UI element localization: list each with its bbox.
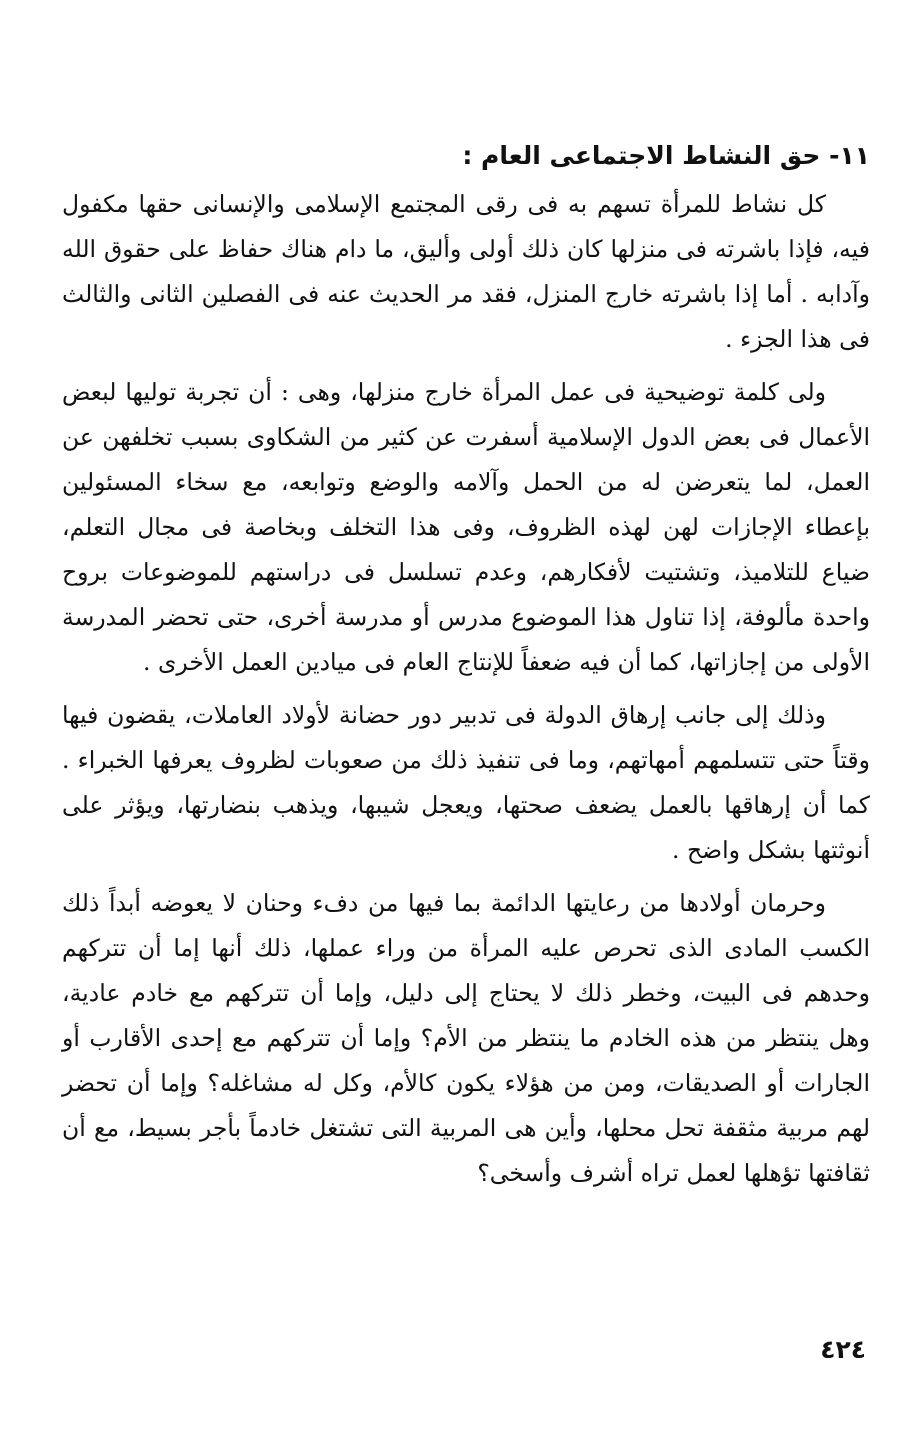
paragraph-state-burden: وذلك إلى جانب إرهاق الدولة فى تدبير دور حضانة لأولاد العاملات، يقضون فيها وقتاً حتى تتسلمهم أمهاتهم، وما فى تنفيذ ذلك من صعوبات لظروف يعرفها الخبراء . كما أن إرهاقها بالعمل يضعف صحتها، ويعجل شيبها، ويذهب بنضارتها، ويؤثر على أنوثتها بشكل واضح .	[62, 701, 870, 864]
page-content	[62, 136, 870, 1204]
paragraph-work-outside-home: ولى كلمة توضيحية فى عمل المرأة خارج منزلها، وهى : أن تجربة توليها لبعض الأعمال فى بعض الدول الإسلامية أسفرت عن كثير من الشكاوى بسبب تخلفهن عن العمل، لما يتعرضن له من الحمل وآلامه والوضع وتوابعه، مع سخاء المسئولين بإعطاء الإجازات لهن لهذه الظروف، وفى هذا التخلف وبخاصة فى مجال التعلم، ضياع للتلاميذ، وتشتيت لأفكارهم، وعدم تسلسل فى دراستهم للموضوعات بروح واحدة مألوفة، إذا تناول هذا الموضوع مدرس أو مدرسة أخرى، حتى تحضر المدرسة الأولى من إجازاتها، كما أن فيه ضعفاً للإنتاج العام فى ميادين العمل الأخرى .	[62, 378, 870, 676]
paragraph-children-deprivation: وحرمان أولادها من رعايتها الدائمة بما فيها من دفء وحنان لا يعوضه أبداً ذلك الكسب المادى الذى تحرص عليه المرأة من وراء عملها، ذلك أنها إما أن تتركهم وحدهم فى البيت، وخطر ذلك لا يحتاج إلى دليل، وإما أن تتركهم مع خادم عادية، وهل ينتظر من هذه الخادم ما ينتظر من الأم؟ وإما أن تتركهم مع إحدى الأقارب أو الجارات أو الصديقات، ومن من هؤلاء يكون كالأم، وكل له مشاغله؟ وإما أن تحضر لهم مربية مثقفة تحل محلها، وأين هى المربية التى تشتغل خادماً بأجر بسيط، مع أن ثقافتها تؤهلها لعمل تراه أشرف وأسخى؟	[62, 889, 870, 1187]
paragraph-activity-right: كل نشاط للمرأة تسهم به فى رقى المجتمع الإسلامى والإنسانى حقها مكفول فيه، فإذا باشرته فى منزلها كان ذلك أولى وأليق، ما دام هناك حفاظ على حقوق الله وآدابه . أما إذا باشرته خارج المنزل، فقد مر الحديث عنه فى الفصلين الثانى والثالث فى هذا الجزء .	[62, 190, 870, 353]
page-number: ٤٢٤	[820, 1335, 866, 1364]
section-heading: ١١- حق النشاط الاجتماعى العام :	[462, 141, 870, 170]
